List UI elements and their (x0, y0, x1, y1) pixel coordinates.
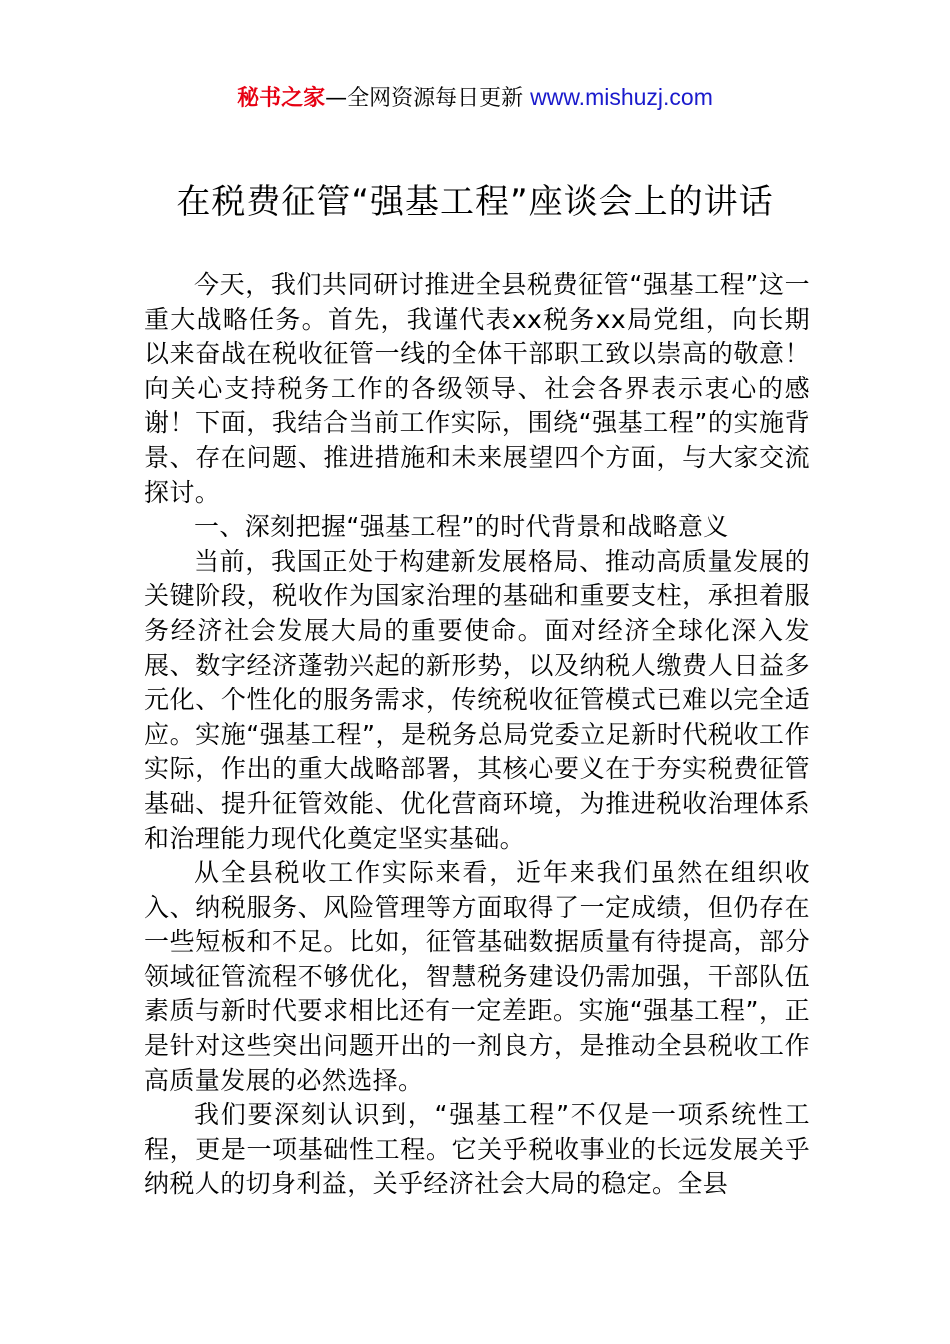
paragraph-significance: 我们要深刻认识到，“强基工程”不仅是一项系统性工程，更是一项基础性工程。它关乎税收事业的长远发展关乎纳税人的切身利益，关乎经济社会大局的稳定。全县 (144, 1100, 810, 1199)
paragraph-intro: 今天，我们共同研讨推进全县税费征管“强基工程”这一重大战略任务。首先，我谨代表xx税务xx局党组，向长期以来奋战在税收征管一线的全体干部职工致以崇高的敬意！向关心支持税务工作的各级领导、社会各界表示衷心的感谢！下面，我结合当前工作实际，围绕“强基工程”的实施背景、存在问题、推进措施和未来展望四个方面，与大家交流探讨。 (144, 270, 810, 507)
header-dash: — (325, 86, 348, 111)
document-body (144, 268, 810, 1202)
site-header (0, 80, 950, 116)
document-title: 在税费征管“强基工程”座谈会上的讲话 (176, 182, 774, 222)
site-url-link[interactable]: www.mishuzj.com (530, 84, 713, 110)
site-tagline: 全网资源每日更新 (347, 86, 524, 111)
site-brand: 秘书之家 (237, 86, 326, 111)
paragraph-background: 当前，我国正处于构建新发展格局、推动高质量发展的关键阶段，税收作为国家治理的基础和重要支柱，承担着服务经济社会发展大局的重要使命。面对经济全球化深入发展、数字经济蓬勃兴起的新形势，以及纳税人缴费人日益多元化、个性化的服务需求，传统税收征管模式已难以完全适应。实施“强基工程”，是税务总局党委立足新时代税收工作实际，作出的重大战略部署，其核心要义在于夯实税费征管基础、提升征管效能、优化营商环境，为推进税收治理体系和治理能力现代化奠定坚实基础。 (144, 546, 810, 853)
section-heading-1: 一、深刻把握“强基工程”的时代背景和战略意义 (194, 512, 729, 542)
paragraph-current-status: 从全县税收工作实际来看，近年来我们虽然在组织收入、纳税服务、风险管理等方面取得了一定成绩，但仍存在一些短板和不足。比如，征管基础数据质量有待提高，部分领域征管流程不够优化，智慧税务建设仍需加强，干部队伍素质与新时代要求相比还有一定差距。实施“强基工程”，正是针对这些突出问题开出的一剂良方，是推动全县税收工作高质量发展的必然选择。 (144, 858, 810, 1095)
